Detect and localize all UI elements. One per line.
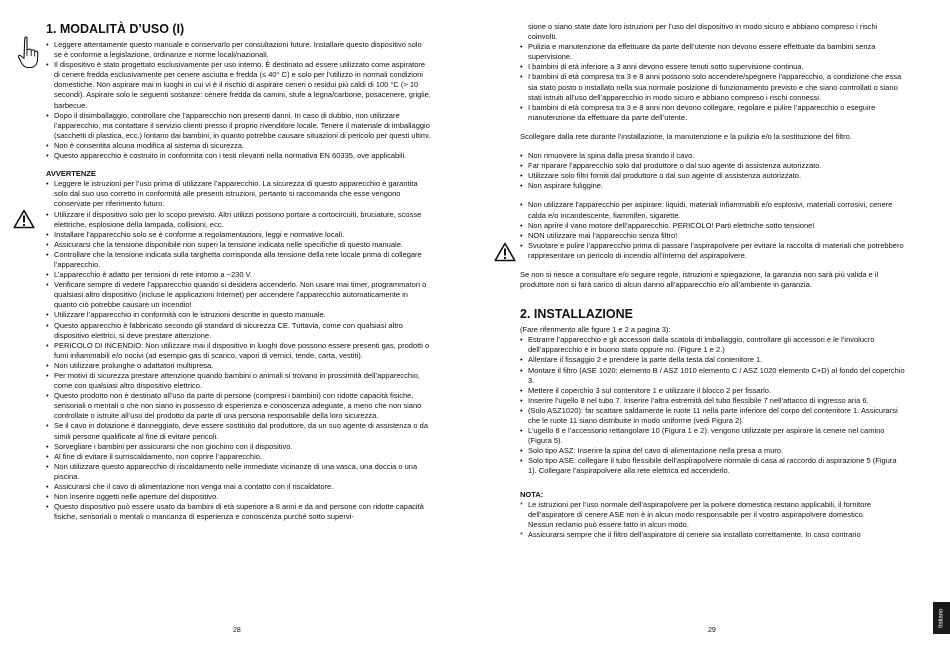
warning-triangle-icon bbox=[494, 242, 516, 262]
usage-item: • Dopo il disimballaggio, controllare che l’apparecchio non presenti danni. In caso di dubbio, non utilizzare l’apparecchio, ma contattare il servizio clienti presso il proprio rivenditore locale. Tenere il materiale di imballaggio (sacchetti di plastica, ecc.) lontano dai bambini, in quanto potrebbe causare situazioni di pericolo per questi ultimi. bbox=[46, 111, 431, 141]
warning-item: • Sorvegliare i bambini per assicurarsi che non giochino con il dispositivo. bbox=[46, 442, 431, 452]
warning-item: • Utilizzare l’apparecchio in conformità con le istruzioni descritte in questo manuale. bbox=[46, 310, 431, 320]
install-step: • Allentare il fissaggio 2 e prendere la parte della testa dal contenitore 1. bbox=[520, 355, 905, 365]
warning-item: • Se il cavo in dotazione è danneggiato, deve essere sostituito dal produttore, da un suo agente di assistenza o da simili persone qualificate al fine di evitare pericoli. bbox=[46, 421, 431, 441]
danger-item: • Svuotare e pulire l’apparecchio prima di passare l’aspirapolvere per evitare la raccolta di materiali che potrebbero rappresentare un pericolo di incendio all’interno del aspirapolvere. bbox=[520, 241, 905, 261]
note-list bbox=[520, 500, 905, 540]
page-number-right: 29 bbox=[708, 627, 716, 634]
danger-item: • NON utilizzare mai l’apparecchio senza filtro! bbox=[520, 231, 905, 241]
warning-item: • Non utilizzare questo apparecchio di riscaldamento nelle immediate vicinanze di una vasca, una doccia o una piscina. bbox=[46, 462, 431, 482]
install-step: • (Solo ASZ1020): far scattare saldamente le ruote 11 nella parte inferiore del corpo del contenitore 1. Assicurarsi che le ruote 11 siano distribuite in modo uniforme (vedi Figura 2). bbox=[520, 406, 905, 426]
install-step: • Solo tipo ASE: collegare il tubo flessibile dell’aspirapolvere normale di casa al raccordo di aspirazione 5 (Figura 1). Collegare l’aspirapolvere alla rete elettrica ed accenderlo. bbox=[520, 456, 905, 476]
plug-item: • Far riparare l’apparecchio solo dal produttore o dal suo agente di assistenza autorizzato. bbox=[520, 161, 905, 171]
usage-item: • Questo apparecchio è costruito in conformita con i testi rilevanti nella normativa EN 60335, ove applicabili. bbox=[46, 151, 431, 161]
continuation-text: sione o siano state date loro istruzioni per l’uso del dispositivo in modo sicuro e abbiano compreso i rischi coinvolti. bbox=[528, 22, 878, 42]
warning-item: • Non utilizzare prolunghe o adattatori multipresa. bbox=[46, 361, 431, 371]
note-item: * Assicurarsi sempre che il filtro dell’aspiratore di cenere sia installato correttamente. In caso contrario bbox=[520, 530, 905, 540]
install-step: • Estrarre l’apparecchio e gli accessori dalla scatola di imballaggio, controllare gli accessori e le l’involucro dell’apparecchio è in buono stato oppure no. (Figure 1 e 2.) bbox=[520, 335, 905, 355]
install-intro: (Fare riferimento alle figure 1 e 2 a pagina 3): bbox=[520, 325, 671, 335]
install-step: • L’ugello 8 e l’accessorio rettangolare 10 (Figura 1 e 2): vengono utilizzate per aspirare la cenere nel camino (Figura 5). bbox=[520, 426, 905, 446]
children-list bbox=[520, 42, 905, 123]
children-item: • I bambini di età compresa tra 3 e 8 anni possono solo accendere/spegnere l’apparecchio, a condizione che essa sia stato posto o installato nella sua normale posizione di funzionamento previsto e che siano controllati o siano stati istruiti all’uso dell’apparecchio in modo sicuro e abbiano compreso i rischi connessi. bbox=[520, 72, 905, 102]
warning-item: • Non inserire oggetti nelle aperture del dispositivo. bbox=[46, 492, 431, 502]
warning-item: • Assicurarsi che il cavo di alimentazione non venga mai a contatto con il riscaldatore. bbox=[46, 482, 431, 492]
plug-item: • Non rimuovere la spina dalla presa tirando il cavo. bbox=[520, 151, 905, 161]
page-number-left: 28 bbox=[233, 627, 241, 634]
usage-list bbox=[46, 40, 431, 161]
note-item: * Le istruzioni per l’uso normale dell’aspirapolvere per la polvere domestica restano applicabili, il fornitore dell’aspiratore di cenere ASE non è in alcun modo responsabile per il vostro aspirapolvere domestico. Nessun reclamo può essere fatto in alcun modo. bbox=[520, 500, 905, 530]
children-item: • I bambini di età inferiore a 3 anni devono essere tenuti sotto supervisione continua. bbox=[520, 62, 905, 72]
warning-item: • Per motivi di sicurezza prestare attenzione quando bambini o animali si trovano in prossimità dell’apparecchio, come con qualsiasi altro dispositivo elettrico. bbox=[46, 371, 431, 391]
pointing-hand-icon bbox=[16, 36, 40, 70]
children-item: • Pulizia e manutenzione da effettuare da parte dell’utente non devono essere effettuate da bambini senza supervisione. bbox=[520, 42, 905, 62]
warning-item: • Leggere le istruzioni per l’uso prima di utilizzare l’apparecchio. La sicurezza di questo apparecchio è garantita solo dal suo uso corretto in conformità alle presenti istruzioni, pertanto si raccomanda che esse vengono conservate per riferimento futuro. bbox=[46, 179, 431, 209]
warning-item: • Utilizzare il dispositivo solo per lo scopo previsto. Altri utilizzi possono portare a cortocircuiti, bruciature, scosse elettriche, esplosione della lampada, collisioni, ecc. bbox=[46, 210, 431, 230]
section-title-installation: 2. INSTALLAZIONE bbox=[520, 307, 633, 322]
usage-item: • Il dispositivo è stato progettato esclusivamente per uso interno. È destinato ad essere utilizzato come aspiratore di cenere fredda esclusivamente per cenere asciutta e fredda (≤ 40° C) e solo per l’utilizzo in normali condizioni domestiche. Non aspirare mai in luoghi in cui vi è il rischio di aspirare ceneri o residui più caldi di 100 °C (> 10 secondi). Aspirare solo le seguenti sostanze: cenere fredda da camini, stufe a legna/carbone, posacenere, griglie, barbecue. bbox=[46, 60, 431, 110]
warning-item: • Verificare sempre di vedere l’apparecchio quando si desidera accenderlo. Non usare mai timer, programmatori o qualsiasi altro dispositivo (incluse le applicazioni Internet) per accendere l’apparecchio automaticamente in quanto ciò potrebbe causare un incendio! bbox=[46, 280, 431, 310]
install-step: • Mettere il coperchio 3 sul contenitore 1 e utilizzare il blocco 2 per fissarlo. bbox=[520, 386, 905, 396]
plug-item: • Non aspirare fuliggine. bbox=[520, 181, 905, 191]
danger-item: • Non utilizzare l’apparecchio per aspirare: liquidi, materiali infiammabili e/o esplosivi, materiali corrosivi, cenere calda e/o incandescente, fiammiferi, sigarette. bbox=[520, 200, 905, 220]
warning-item: • PERICOLO DI INCENDIO: Non utilizzare mai il dispositivo in luoghi dove possono essere presenti gas, prodotti o fumi infiammabili e/o nocivi (ad esempio gas di scarico, vapori di vernici, tende, carta, vestiti). bbox=[46, 341, 431, 361]
plug-item: • Utilizzare solo filtri forniti dal produttore o dal suo agente di assistenza autorizzato. bbox=[520, 171, 905, 181]
usage-item: • Leggere attentamente questo manuale e conservarlo per consultazioni future. Installare questo dispositivo solo se è conforme a legislazione, ordinanze e norme locali/nazionali. bbox=[46, 40, 431, 60]
install-step: • Montare il filtro (ASE 1020: elemento B / ASZ 1010 elemento C / ASZ 1020 elemento C+D) al fondo del coperchio 3. bbox=[520, 366, 905, 386]
warning-triangle-icon bbox=[13, 209, 35, 229]
warning-item: • Questo apparecchio è fabbricato secondo gli standard di sicurezza CE. Tuttavia, come con qualsiasi altro dispositivo elettrici, si deve prestare attenzione. bbox=[46, 321, 431, 341]
warning-item: • Questo dispositivo può essere usato da bambini di età superiore a 8 anni e da and persone con ridotte capacità fisiche, sensoriali o mentali o mancanza di esperienza e conoscenza purché sotto supervi- bbox=[46, 502, 431, 522]
warning-item: • Al fine di evitare il surriscaldamento, non coprire l’apparecchio. bbox=[46, 452, 431, 462]
warning-item: • Assicurarsi che la tensione disponibile non superi la tensione indicata nelle specifiche di questo manuale. bbox=[46, 240, 431, 250]
install-step: • Inserire l’ugello 8 nel tubo 7. Inserire l’altra estremità del tubo flessibile 7 nell’attacco di ingresso aria 6. bbox=[520, 396, 905, 406]
left-page bbox=[46, 22, 431, 522]
warning-item: • Questo prodotto non è destinato all’uso da parte di persone (compresi i bambini) con ridotte capacità fisiche, sensoriali o mentali o che non siano in possesso di esperienza e conoscenza adeguate, a meno che non siano controllate o istruite all’uso del prodotto da parte di una persona responsabile della loro sicurezza. bbox=[46, 391, 431, 421]
language-tab: Italiano bbox=[933, 602, 950, 634]
note-heading: NOTA: bbox=[520, 489, 544, 499]
warning-item: • Installare l’apparecchio solo se è conforme a regolamentazioni, leggi e normative locali. bbox=[46, 230, 431, 240]
plug-list bbox=[520, 151, 905, 191]
usage-item: • Non è consentita alcuna modifica al sistema di sicurezza. bbox=[46, 141, 431, 151]
danger-list bbox=[520, 200, 905, 261]
unplug-note: Scollegare dalla rete durante l’installazione, la manutenzione e la pulizia e/o la sostituzione del filtro. bbox=[520, 131, 852, 141]
warnings-heading: AVVERTENZE bbox=[46, 169, 96, 179]
warning-item: • Controllare che la tensione indicata sulla targhetta corrisponda alla tensione della rete locale prima di collegare l’apparecchio. bbox=[46, 250, 431, 270]
warranty-note: Se non si riesce a consultare e/o seguire regole, istruzioni e spiegazione, la garanzia non sarà più valida e il produttore non si farà carico di alcun danno all’apparecchio e/o all’ambiente in garanzia. bbox=[520, 269, 879, 290]
install-list bbox=[520, 335, 905, 476]
section-title-usage: 1. MODALITÀ D’USO (I) bbox=[46, 22, 185, 36]
install-step: • Solo tipo ASZ: Inserire la spina del cavo di alimentazione nella presa a muro. bbox=[520, 446, 905, 456]
warnings-list bbox=[46, 179, 431, 522]
danger-item: • Non aprire il vano motore dell’apparecchio. PERICOLO! Parti elettriche sotto tensione! bbox=[520, 221, 905, 231]
warning-item: • L’apparecchio è adatto per tensioni di rete intorno a ~230 V. bbox=[46, 270, 431, 280]
children-item: • I bambini di età compresa tra 3 e 8 anni non devono collegare, regolare e pulire l’apparecchio o eseguire manutenzione da effettuare da parte dell’utente. bbox=[520, 103, 905, 123]
right-page bbox=[520, 22, 905, 540]
